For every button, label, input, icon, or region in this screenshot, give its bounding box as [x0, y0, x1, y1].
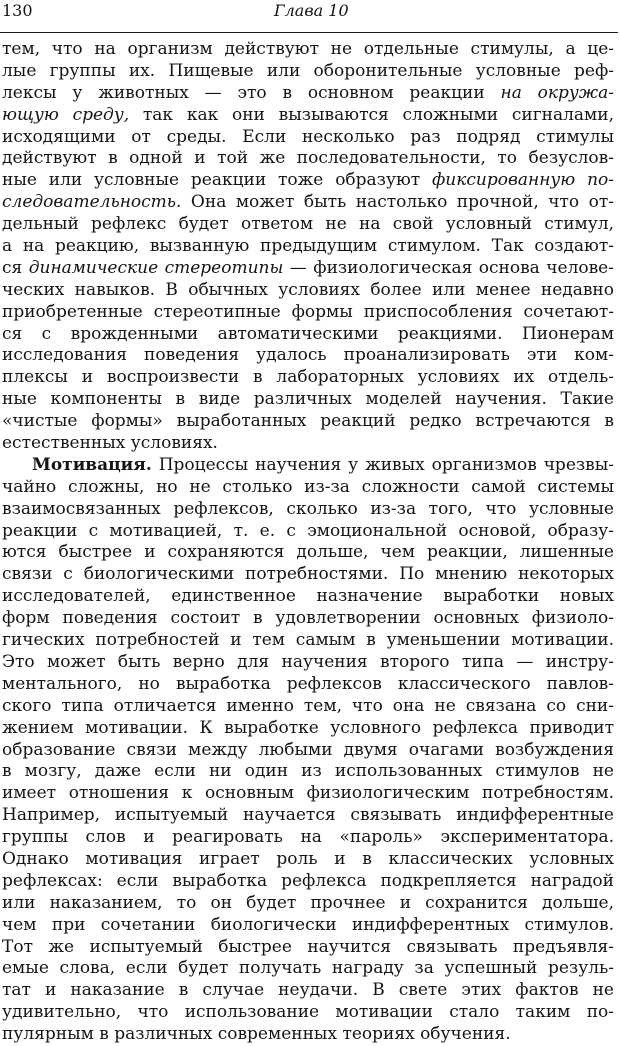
- text-line: [2, 893, 614, 915]
- text-line: [2, 564, 614, 586]
- text-line: [2, 630, 614, 652]
- header-rule: [0, 32, 618, 33]
- text-segment: связи с биологическими потребностями. По мнению некоторых: [2, 564, 614, 585]
- text-line: [2, 915, 614, 937]
- text-line: [2, 1002, 614, 1024]
- text-segment: реакции с мотивацией, т. е. с эмоциональной основой, образу-: [2, 520, 614, 541]
- text-segment: емые слова, если будет получать награду за успешный резуль-: [2, 958, 614, 979]
- text-segment: рефлексах: если выработка рефлекса подкрепляется наградой: [2, 870, 614, 891]
- text-line: [2, 345, 614, 367]
- running-head: Глава 10: [274, 1, 349, 20]
- text-segment: тем, что на организм действуют не отдельные стимулы, а це-: [2, 39, 614, 59]
- text-segment: группы слов и реагировать на «пароль» экспериментатора.: [2, 827, 614, 848]
- text-line: [2, 192, 614, 214]
- text-segment: ского типа отличается именно тем, что она не связана со сни-: [2, 695, 614, 716]
- text-line: [2, 761, 614, 783]
- italic-term: следовательность.: [2, 192, 182, 213]
- text-line: [2, 214, 614, 236]
- italic-term: на окружа-: [500, 82, 614, 103]
- text-segment: удивительно, что использование мотивации стало таким по-: [2, 1002, 614, 1023]
- text-line: [2, 608, 614, 630]
- text-line: [2, 105, 614, 127]
- text-line: [2, 83, 614, 105]
- text-line: [2, 1024, 614, 1046]
- text-segment: плексы и воспроизвести в лабораторных условиях их отдель-: [2, 367, 614, 388]
- text-segment: тат и наказание в случае неудачи. В свете этих фактов не: [2, 980, 614, 1001]
- text-segment: приобретенные стереотипные формы приспособления сочетают-: [2, 301, 614, 322]
- text-line: [2, 367, 614, 389]
- text-line: [2, 586, 614, 608]
- text-segment: ются быстрее и сохраняются дольше, чем реакции, лишенные: [2, 542, 614, 563]
- italic-term: фиксированную по-: [432, 170, 614, 191]
- text-segment: дельный рефлекс будет ответом не на свой условный стимул,: [2, 214, 614, 235]
- text-line: [2, 718, 614, 740]
- text-line: [2, 937, 614, 959]
- text-segment: гических потребностей и тем самым в уменьшении мотивации.: [2, 630, 614, 651]
- text-segment: так как они вызываются сложными сигналами,: [129, 104, 614, 125]
- text-line: [2, 236, 614, 258]
- text-segment: образование связи между любыми двумя очагами возбуждения: [2, 739, 614, 760]
- text-segment: имеет отношения к основным физиологическим потребностям.: [2, 783, 614, 804]
- text-line: [2, 674, 614, 696]
- text-line: [2, 652, 614, 674]
- text-segment: ся: [2, 257, 29, 278]
- text-line: [2, 499, 614, 521]
- text-line: [2, 783, 614, 805]
- text-segment: «чистые формы» выработанных реакций редко встречаются в: [2, 411, 614, 432]
- page-number: 130: [2, 1, 33, 20]
- text-segment: действуют в одной и той же последовательности, то безуслов-: [2, 148, 614, 169]
- text-line: [2, 39, 614, 61]
- text-line: [2, 433, 614, 455]
- text-segment: ментального, но выработка рефлексов классического павлов-: [2, 673, 614, 694]
- text-segment: лексы у животных — это в основном реакции: [2, 82, 501, 103]
- text-segment: Это может быть верно для научения второго типа — инстру-: [2, 651, 614, 672]
- text-segment: Она может быть настолько прочной, что от-: [181, 192, 614, 213]
- text-line: [2, 411, 614, 433]
- text-line: [2, 696, 614, 718]
- bold-heading: Мотивация.: [32, 454, 152, 475]
- text-segment: а на реакцию, вызванную предыдущим стимулом. Так создают-: [2, 236, 614, 257]
- text-line: [2, 740, 614, 762]
- text-segment: исходящими от среды. Если несколько раз подряд стимулы: [2, 126, 614, 147]
- text-line: [2, 477, 614, 499]
- text-segment: пулярным в различных современных теориях обучения.: [2, 1024, 511, 1045]
- text-segment: ные или условные реакции тоже образуют: [2, 170, 432, 191]
- text-segment: лые группы их. Пищевые или оборонительные условные реф-: [2, 60, 614, 81]
- text-segment: Процессы научения у живых организмов чрезвы-: [151, 454, 614, 475]
- text-segment: или наказанием, то он будет прочнее и сохранится дольше,: [2, 892, 614, 913]
- text-line: [2, 127, 614, 149]
- text-line: [2, 324, 614, 346]
- text-segment: ные компоненты в виде различных моделей научения. Такие: [2, 389, 614, 410]
- text-segment: форм поведения состоит в удовлетворении основных физиоло-: [2, 608, 614, 629]
- text-segment: естественных условиях.: [2, 433, 218, 454]
- text-line: [2, 849, 614, 871]
- text-segment: Тот же испытуемый быстрее научится связывать предъявля-: [2, 936, 614, 957]
- italic-term: ющую среду,: [2, 104, 130, 125]
- body-text: [2, 39, 614, 1046]
- text-line: [2, 521, 614, 543]
- text-line: [2, 455, 614, 477]
- text-line: [2, 871, 614, 893]
- text-line: [2, 170, 614, 192]
- text-segment: чем при сочетании биологически индифферентных стимулов.: [2, 914, 614, 935]
- text-segment: ся с врожденными автоматическими реакциями. Пионерам: [2, 323, 614, 344]
- text-line: [2, 958, 614, 980]
- text-line: [2, 61, 614, 83]
- text-segment: исследования поведения удалось проанализировать эти ком-: [2, 345, 614, 366]
- text-line: [2, 389, 614, 411]
- text-segment: взаимосвязанных рефлексов, сколько из-за того, что условные: [2, 498, 614, 519]
- text-segment: исследователей, единственное назначение выработки новых: [2, 586, 614, 607]
- text-segment: ческих навыков. В обычных условиях более или менее недавно: [2, 279, 614, 300]
- text-line: [2, 258, 614, 280]
- text-line: [2, 542, 614, 564]
- text-segment: чайно сложны, но не столько из-за сложности самой системы: [2, 476, 614, 497]
- italic-term: динамические стереотипы: [28, 257, 284, 278]
- text-segment: — физиологическая основа челове-: [283, 257, 614, 278]
- text-line: [2, 827, 614, 849]
- text-line: [2, 148, 614, 170]
- text-line: [2, 302, 614, 324]
- text-line: [2, 280, 614, 302]
- page-header: [0, 0, 620, 36]
- text-line: [2, 805, 614, 827]
- text-segment: Например, испытуемый научается связывать индифферентные: [2, 805, 614, 826]
- text-segment: жением мотивации. К выработке условного рефлекса приводит: [2, 717, 614, 738]
- text-segment: в мозгу, даже если ни один из использованных стимулов не: [2, 761, 614, 782]
- text-segment: Однако мотивация играет роль и в классических условных: [2, 848, 614, 869]
- text-line: [2, 980, 614, 1002]
